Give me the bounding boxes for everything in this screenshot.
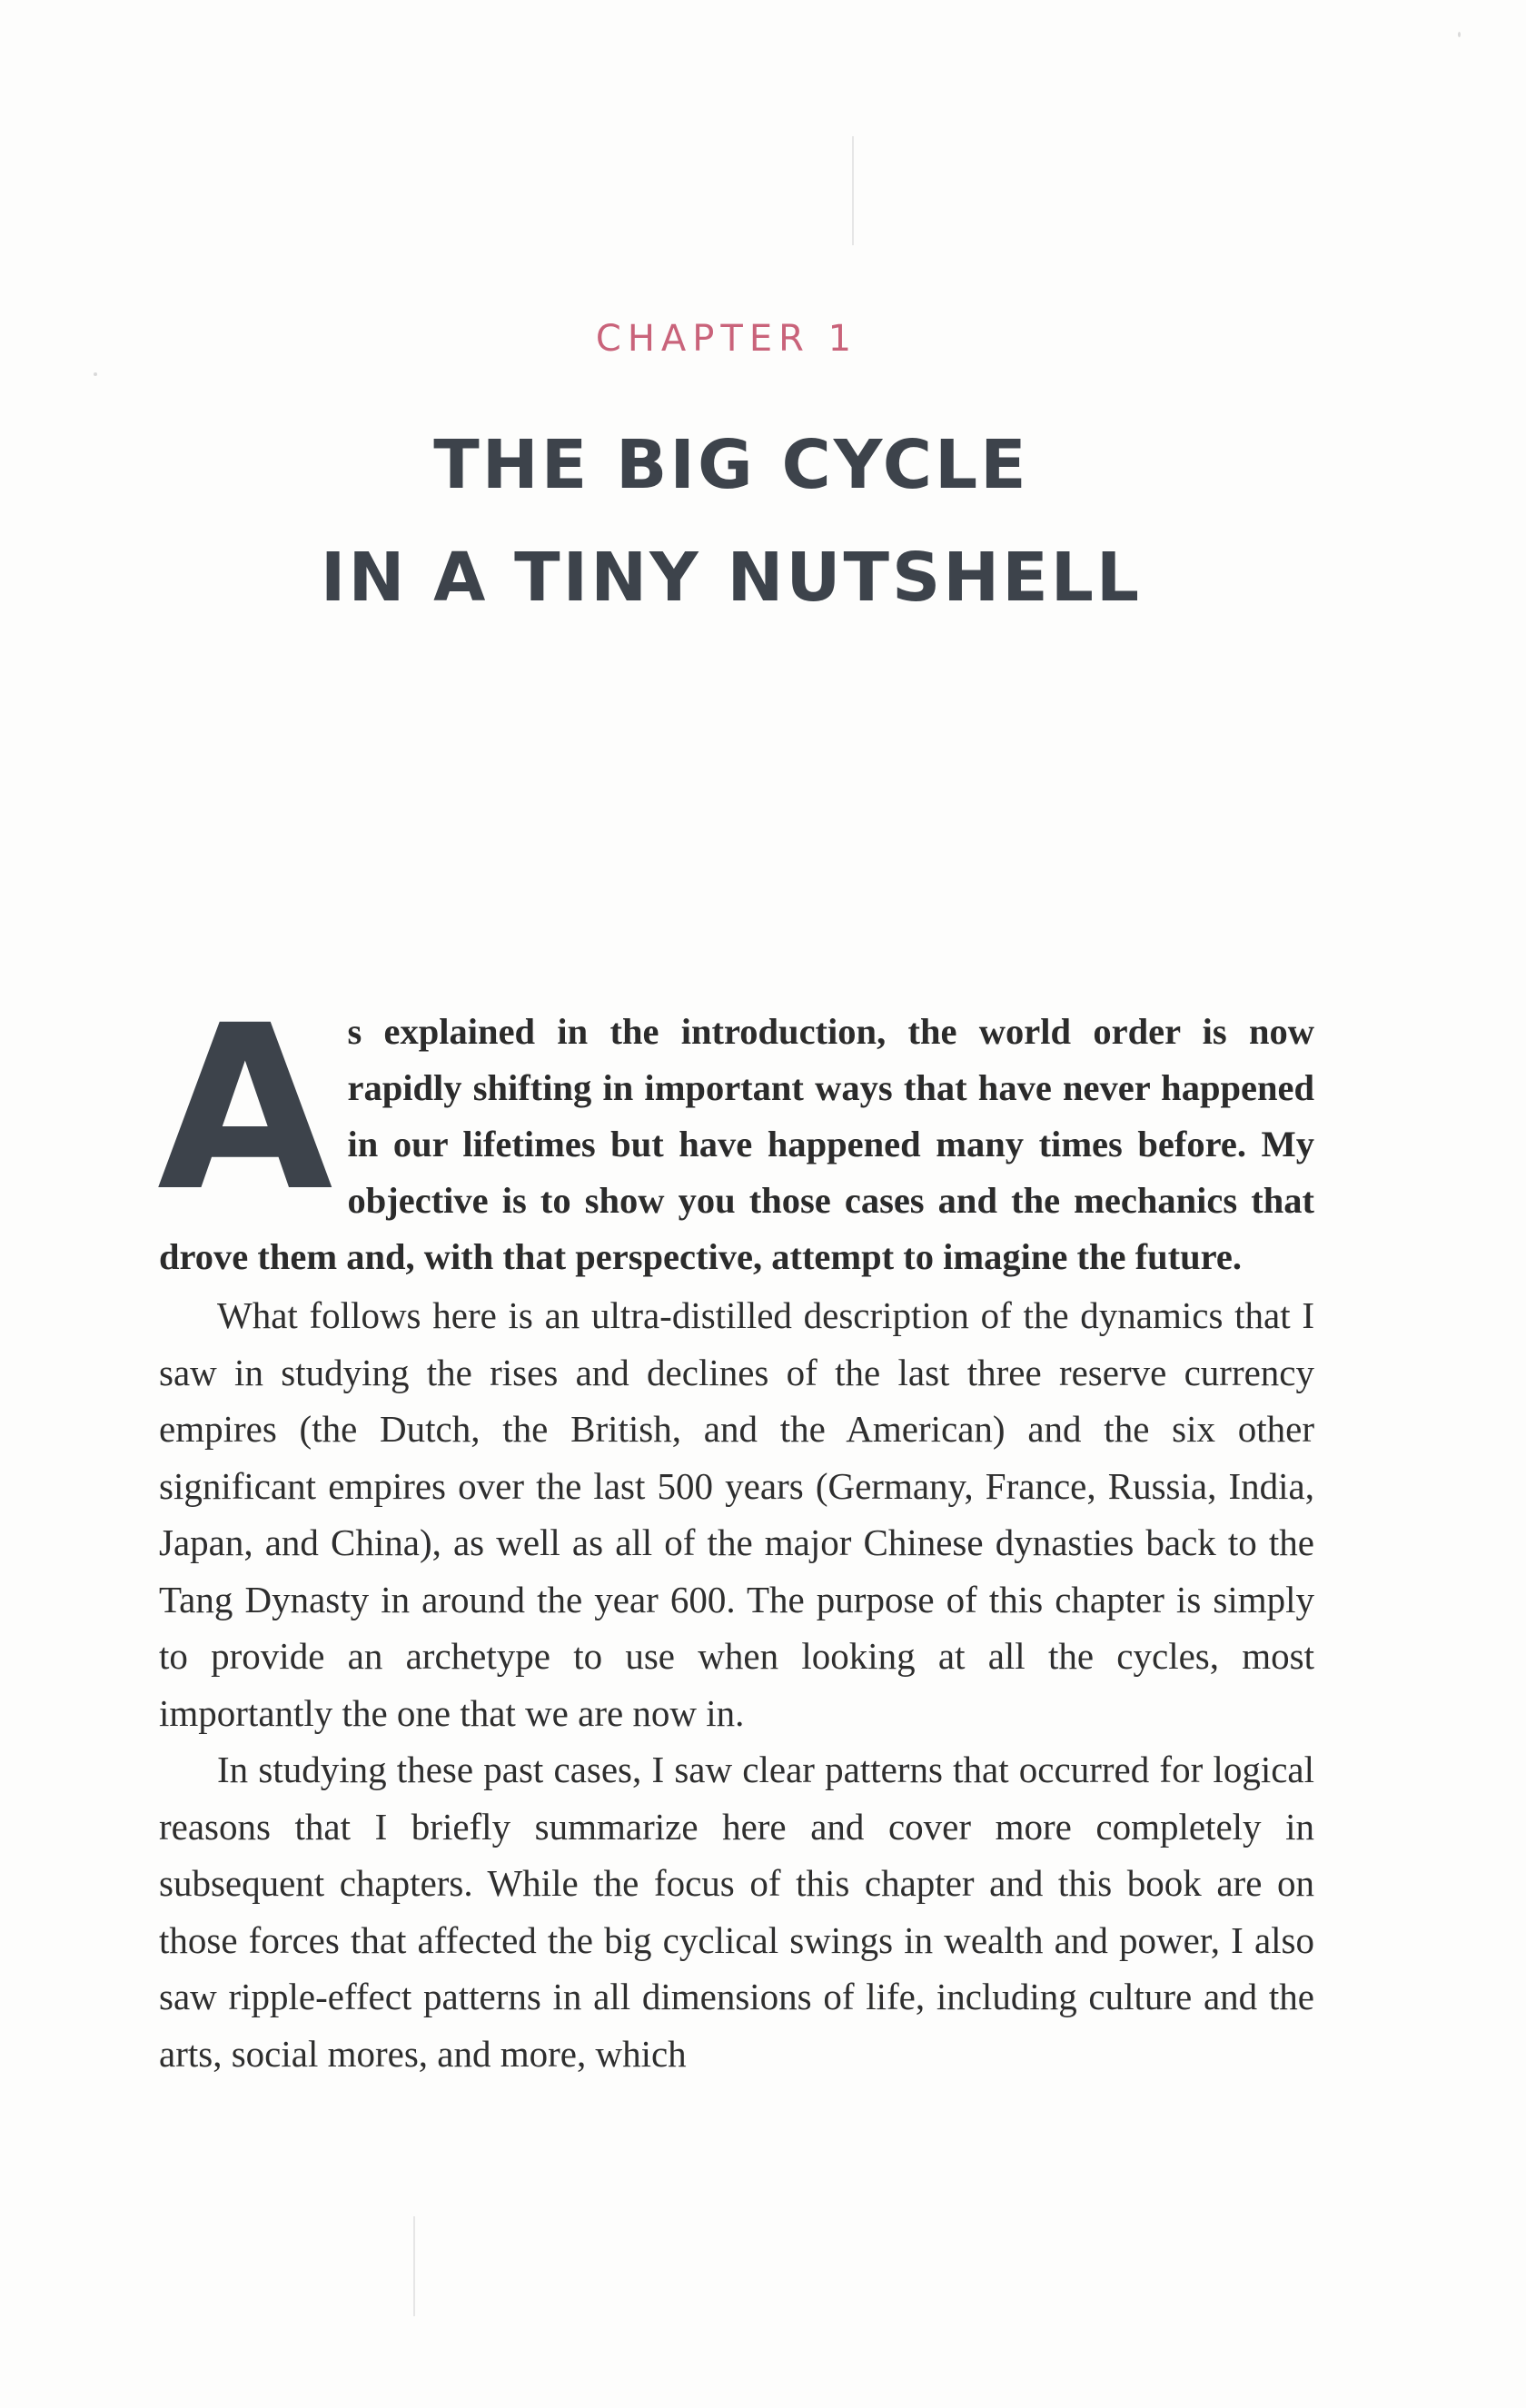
chapter-body <box>157 976 1314 2082</box>
paper-crease-top <box>852 136 854 245</box>
lead-text: s explained in the introduction, the world order is now rapidly shifting in important ways that have never happened in our lifetimes but have happened many times before. My objective is to show you those cases and the mechanics that drove them and, with that perspective, attempt to imagine the future. <box>159 1011 1314 1277</box>
paper-speck <box>1458 32 1461 37</box>
chapter-title-line-2: IN A TINY NUTSHELL <box>320 539 1143 617</box>
drop-cap: A <box>157 976 333 1241</box>
body-paragraph: What follows here is an ultra-distilled description of the dynamics that I saw in studying the rises and declines of the last three reserve currency empires (the Dutch, the British, and the American) and the six other significant empires over the last 500 years (Germany, France, Russia, India, Japan, and China), as well as all of the major Chinese dynasties back to the Tang Dynasty in around the year 600. The purpose of this chapter is simply to provide an archetype to use when looking at all the cycles, most importantly the one that we are now in. <box>159 1294 1314 1734</box>
chapter-title-line-1: THE BIG CYCLE <box>433 426 1029 504</box>
paper-crease-bottom <box>413 2216 415 2316</box>
chapter-title <box>0 409 1462 634</box>
body-paragraph: In studying these past cases, I saw clear patterns that occurred for logical reasons that I briefly summarize here and cover more completely in subsequent chapters. While the focus of this chapter and this book are on those forces that affected the big cyclical swings in wealth and power, I also saw ripple-effect patterns in all dimensions of life, including culture and the arts, social mores, and more, which <box>159 1749 1314 2075</box>
chapter-label: CHAPTER 1 <box>595 318 858 360</box>
paper-speck <box>94 372 97 376</box>
lead-paragraph <box>157 976 1314 1285</box>
